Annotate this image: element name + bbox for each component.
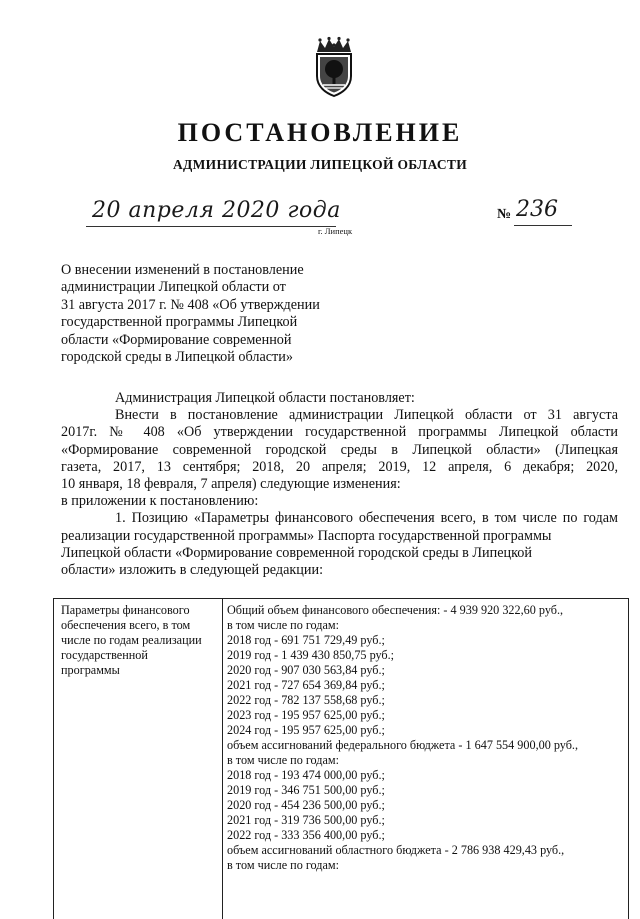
body-line: Липецкой области «Формирование современной городской среды в Липецкой	[61, 544, 532, 561]
table-cell-line: числе по годам реализации	[61, 633, 202, 647]
handwritten-date: 20 апреля 2020 года	[92, 198, 341, 223]
subject-line: городской среды в Липецкой области»	[61, 349, 293, 366]
handwritten-number: 236	[516, 197, 558, 222]
body-line: 10 января, 18 февраля, 7 апреля) следующие изменения:	[61, 476, 401, 493]
document-subject	[61, 262, 381, 366]
body-paragraph: Администрация Липецкой области постановляет:	[115, 390, 415, 406]
body-line: газета, 2017, 13 сентября; 2018, 20 апреля; 2019, 12 апреля, 6 декабря; 2020,	[61, 458, 618, 475]
date-underline	[86, 226, 336, 227]
table-cell-line: 2021 год - 319 736 500,00 руб.;	[227, 813, 385, 827]
table-cell-line: 2024 год - 195 957 625,00 руб.;	[227, 723, 385, 737]
subject-line: 31 августа 2017 г. № 408 «Об утверждении	[61, 296, 320, 313]
table-column-divider	[222, 599, 223, 919]
table-cell-line: 2018 год - 193 474 000,00 руб.;	[227, 768, 385, 782]
table-cell-line: 2020 год - 454 236 500,00 руб.;	[227, 798, 385, 812]
body-line: области» изложить в следующей редакции:	[61, 562, 324, 579]
table-cell-line: государственной	[61, 648, 148, 662]
table-cell-line: 2019 год - 1 439 430 850,75 руб.;	[227, 648, 395, 662]
table-cell-line: 2020 год - 907 030 563,84 руб.;	[227, 663, 385, 677]
table-cell-line: Параметры финансового	[61, 603, 190, 617]
financing-table	[53, 598, 629, 919]
body-line: реализации государственной программы» Паспорта государственной программы	[61, 527, 552, 544]
subject-line: администрации Липецкой области от	[61, 279, 286, 296]
body-line: «Формирование современной городской среды в Липецкой области» (Липецкая	[61, 441, 618, 458]
table-cell-line: 2018 год - 691 751 729,49 руб.;	[227, 633, 385, 647]
table-cell-line: 2022 год - 782 137 558,68 руб.;	[227, 693, 385, 707]
document-title: ПОСТАНОВЛЕНИЕ	[177, 118, 463, 147]
body-line: 1. Позицию «Параметры финансового обеспечения всего, в том числе по годам	[115, 510, 618, 527]
table-cell-line: 2023 год - 195 957 625,00 руб.;	[227, 708, 385, 722]
table-cell-line: в том числе по годам:	[227, 858, 339, 872]
subject-line: государственной программы Липецкой	[61, 314, 298, 331]
table-cell-values	[227, 603, 622, 873]
table-cell-line: 2019 год - 346 751 500,00 руб.;	[227, 783, 385, 797]
table-cell-line: в том числе по годам:	[227, 618, 339, 632]
table-cell-line: 2021 год - 727 654 369,84 руб.;	[227, 678, 385, 692]
table-cell-line: объем ассигнований федерального бюджета - 1 647 554 900,00 руб.,	[227, 738, 579, 752]
table-cell-line: Общий объем финансового обеспечения: - 4 939 920 322,60 руб.,	[227, 603, 564, 617]
subject-line: области «Формирование современной	[61, 331, 292, 348]
table-cell-line: программы	[61, 663, 120, 677]
city-label: г. Липецк	[318, 226, 353, 236]
table-cell-line: 2022 год - 333 356 400,00 руб.;	[227, 828, 385, 842]
document-body	[61, 390, 618, 579]
subject-line: О внесении изменений в постановление	[61, 262, 304, 278]
coat-of-arms-icon	[309, 36, 359, 98]
body-line: 2017г. № 408 «Об утверждении государственной программы Липецкой области	[61, 424, 618, 441]
document-subtitle: АДМИНИСТРАЦИИ ЛИПЕЦКОЙ ОБЛАСТИ	[172, 157, 468, 172]
table-cell-line: объем ассигнований областного бюджета - 2 786 938 429,43 руб.,	[227, 843, 565, 857]
table-cell-line: обеспечения всего, в том	[61, 618, 191, 632]
table-cell-parameter	[61, 603, 219, 678]
body-line: Внести в постановление администрации Липецкой области от 31 августа	[115, 407, 618, 424]
body-line: в приложении к постановлению:	[61, 493, 259, 510]
number-underline	[514, 225, 572, 226]
table-cell-line: в том числе по годам:	[227, 753, 339, 767]
number-label: №	[497, 207, 512, 222]
